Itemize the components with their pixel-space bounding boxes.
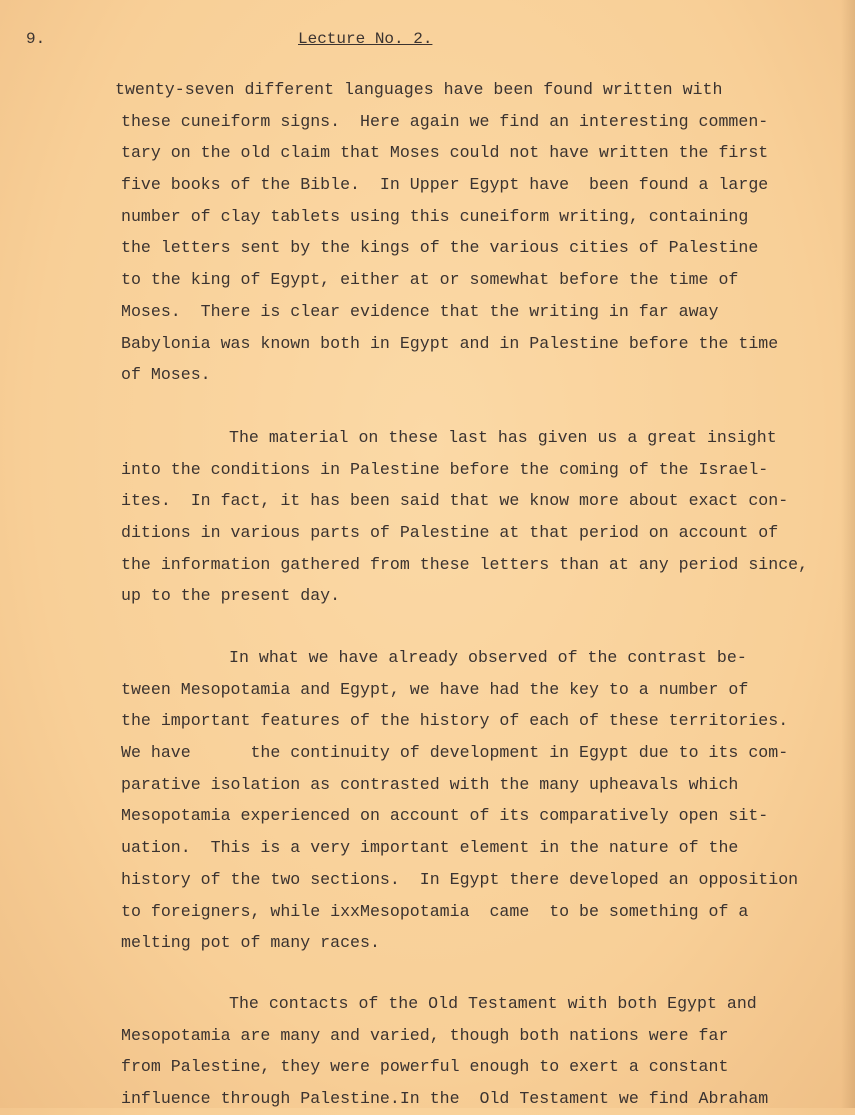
text-line: the letters sent by the kings of the various cities of Palestine <box>121 238 759 258</box>
text-line: these cuneiform signs. Here again we find an interesting commen- <box>121 111 769 131</box>
text-line: up to the present day. <box>121 586 341 606</box>
text-line: tween Mesopotamia and Egypt, we have had the key to a number of <box>121 679 749 699</box>
paragraph-2 <box>121 422 808 612</box>
text-line: We have the continuity of development in Egypt due to its com- <box>121 743 789 763</box>
text-line: to foreigners, while ixxMesopotamia came to be something of a <box>121 901 749 921</box>
paragraph-4 <box>121 988 768 1115</box>
text-line: The material on these last has given us a great insight <box>229 428 777 447</box>
text-line: the information gathered from these letters than at any period since, <box>121 554 809 574</box>
text-line: ites. In fact, it has been said that we know more about exact con- <box>121 491 789 511</box>
text-line: melting pot of many races. <box>121 933 380 953</box>
text-line: Babylonia was known both in Egypt and in Palestine before the time <box>121 333 779 353</box>
text-line: Moses. There is clear evidence that the writing in far away <box>121 301 719 321</box>
text-line: from Palestine, they were powerful enough to exert a constant <box>121 1057 729 1077</box>
text-line: the important features of the history of each of these territories. <box>121 711 789 731</box>
text-line: number of clay tablets using this cuneiform writing, containing <box>121 206 749 226</box>
lecture-title: Lecture No. 2. <box>298 30 433 48</box>
text-line: uation. This is a very important element in the nature of the <box>121 838 739 858</box>
text-line: five books of the Bible. In Upper Egypt have been found a large <box>121 175 769 195</box>
text-line: In what we have already observed of the contrast be- <box>229 648 747 667</box>
text-line: of Moses. <box>121 365 211 385</box>
text-line: Mesopotamia are many and varied, though both nations were far <box>121 1025 729 1045</box>
text-line: parative isolation as contrasted with the many upheavals which <box>121 774 739 794</box>
text-line: Mesopotamia experienced on account of its comparatively open sit- <box>121 806 769 826</box>
text-line: into the conditions in Palestine before the coming of the Israel- <box>121 459 769 479</box>
paragraph-1 <box>115 74 779 391</box>
paper-edge-shadow <box>841 0 855 1108</box>
text-line: tary on the old claim that Moses could not have written the first <box>121 143 769 163</box>
text-line: history of the two sections. In Egypt there developed an opposition <box>121 869 799 889</box>
text-line: to the king of Egypt, either at or somewhat before the time of <box>121 270 739 290</box>
text-line: ditions in various parts of Palestine at that period on account of <box>121 523 779 543</box>
paragraph-3 <box>121 642 798 959</box>
page-number: 9. <box>26 30 46 48</box>
text-line: influence through Palestine.In the Old Testament we find Abraham <box>121 1089 769 1109</box>
text-line: The contacts of the Old Testament with both Egypt and <box>229 994 757 1013</box>
text-line: twenty-seven different languages have been found written with <box>115 80 723 99</box>
